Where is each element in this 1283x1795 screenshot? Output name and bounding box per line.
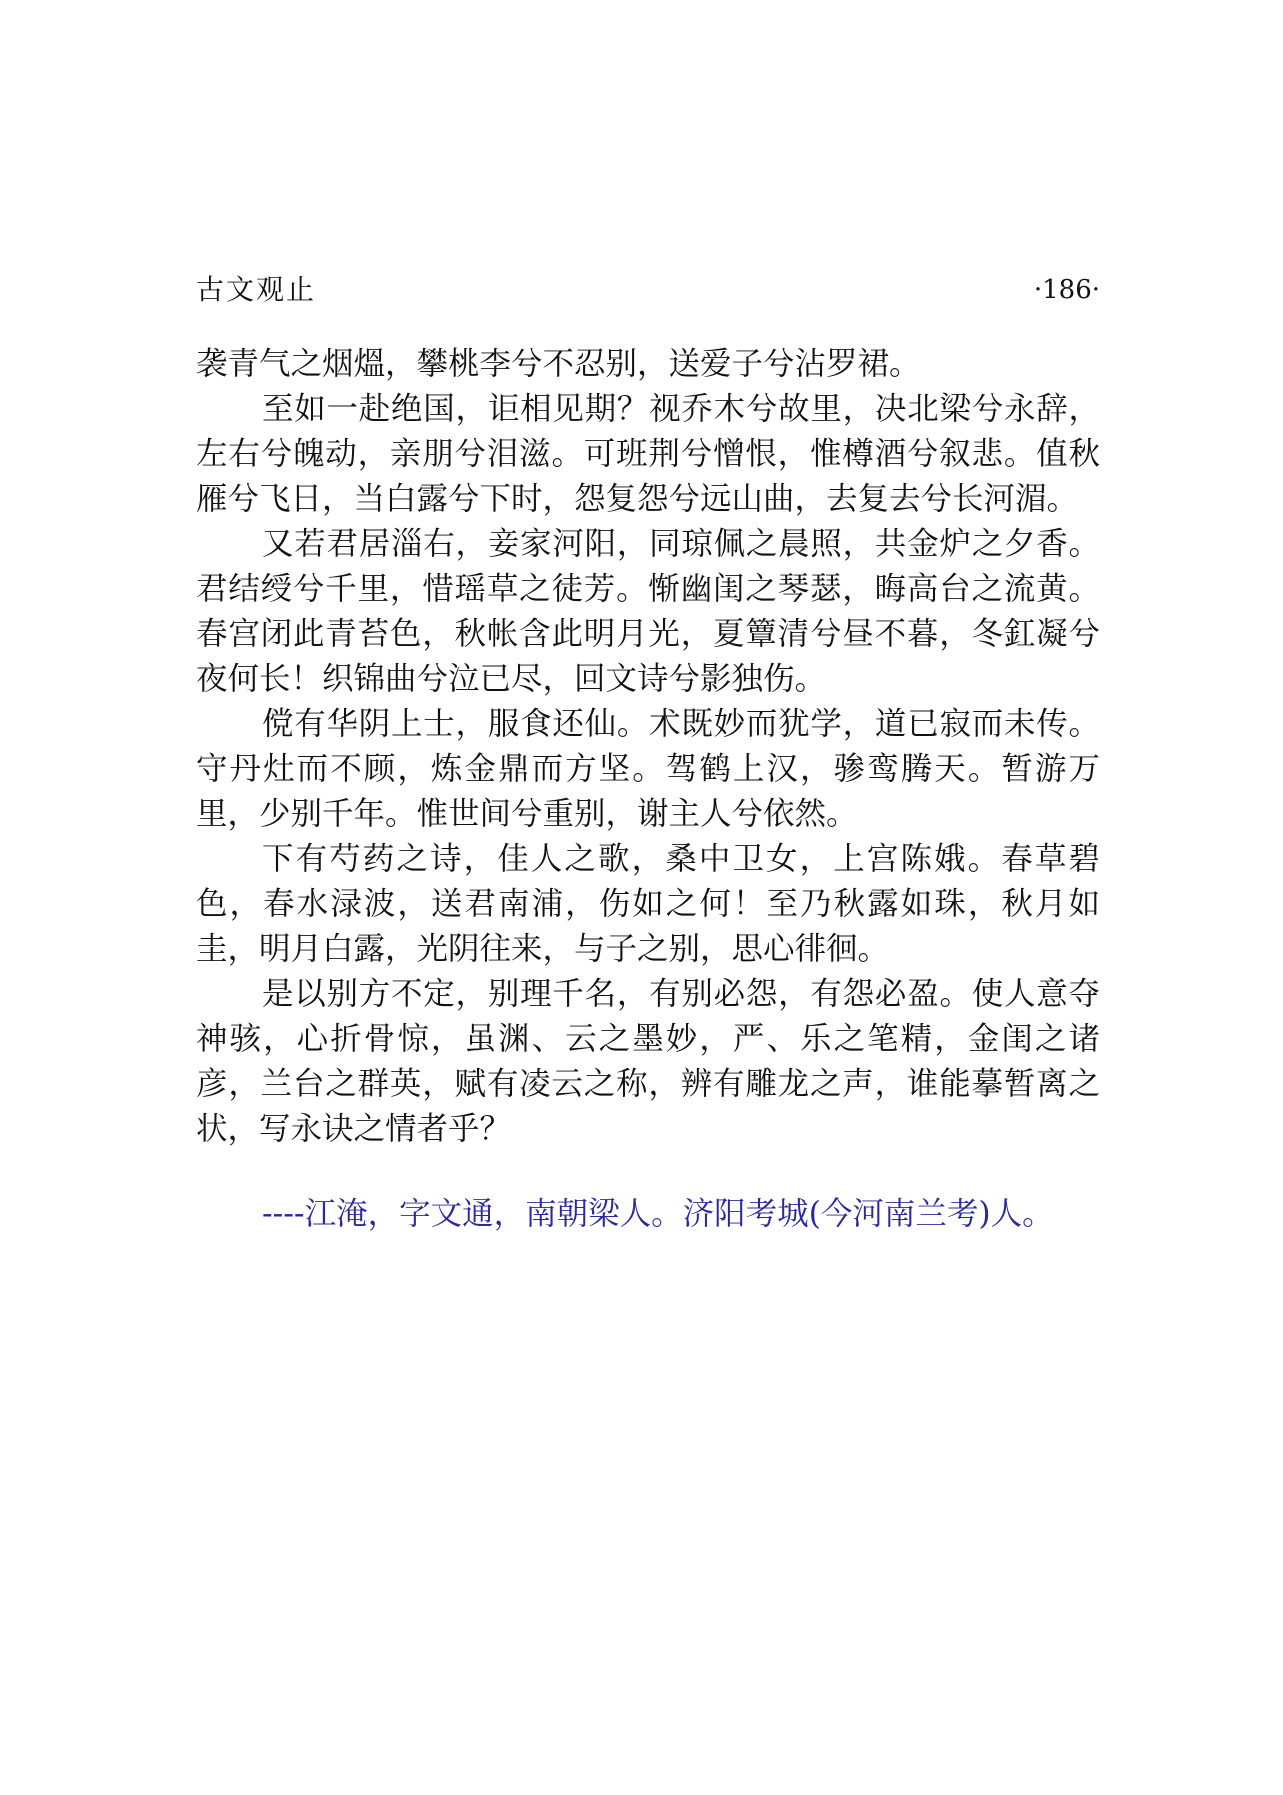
text-body [196,342,1100,1152]
author-attribution: ----江淹，字文通，南朝梁人。济阳考城(今河南兰考)人。 [262,1196,1054,1232]
paragraph: 又若君居淄右，妾家河阳，同琼佩之晨照，共金炉之夕香。君结绶兮千里，惜瑶草之徒芳。惭幽闺之琴瑟，晦高台之流黄。春宫闭此青苔色，秋帐含此明月光，夏簟清兮昼不暮，冬釭凝兮夜何长！织锦曲兮泣已尽，回文诗兮影独伤。 [196,526,1100,697]
paragraph: 袭青气之烟熅，攀桃李兮不忍别，送爱子兮沾罗裙。 [196,346,921,382]
paragraph: 傥有华阴上士，服食还仙。术既妙而犹学，道已寂而未传。守丹灶而不顾，炼金鼎而方坚。驾鹤上汉，骖鸾腾天。暂游万里，少别千年。惟世间兮重别，谢主人兮依然。 [196,706,1100,832]
paragraph: 是以别方不定，别理千名，有别必怨，有怨必盈。使人意夺神骇，心折骨惊，虽渊、云之墨妙，严、乐之笔精，金闺之诸彦，兰台之群英，赋有凌云之称，辨有雕龙之声，谁能摹暂离之状，写永诀之情者乎？ [196,976,1100,1147]
paragraph: 下有芍药之诗，佳人之歌，桑中卫女，上宫陈娥。春草碧色，春水渌波，送君南浦，伤如之何！至乃秋露如珠，秋月如圭，明月白露，光阴往来，与子之别，思心徘徊。 [196,841,1100,967]
document-page [196,270,1100,1237]
paragraph: 至如一赴绝国，讵相见期？视乔木兮故里，决北梁兮永辞，左右兮魄动，亲朋兮泪滋。可班荆兮憎恨，惟樽酒兮叙悲。值秋雁兮飞日，当白露兮下时，怨复怨兮远山曲，去复去兮长河湄。 [196,391,1100,517]
book-title: 古文观止 [196,273,317,306]
page-number: ·186· [1033,275,1100,305]
page-header [196,270,1100,310]
